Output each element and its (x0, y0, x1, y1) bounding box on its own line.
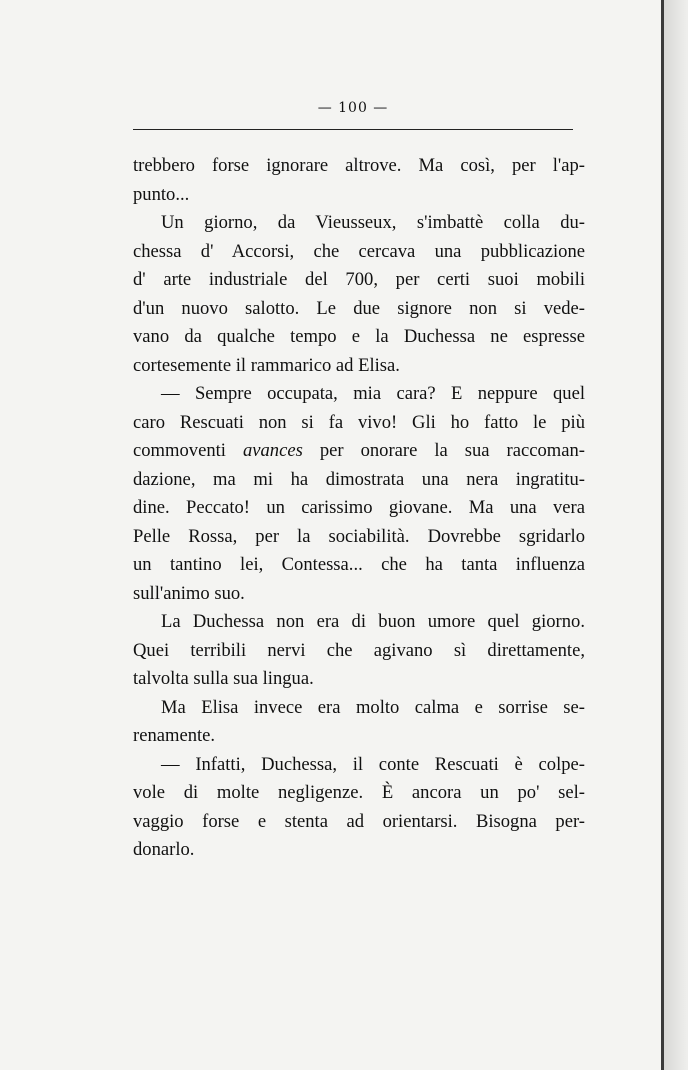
text-line: d' arte industriale del 700, per certi suoi mobili (133, 269, 585, 290)
text-line: dazione, ma mi ha dimostrata una nera ingratitu- (133, 468, 585, 490)
text-line-mixed (133, 437, 585, 466)
text-line: sull'animo suo. (133, 582, 245, 604)
text-line: donarlo. (133, 839, 195, 860)
text-line: chessa d' Accorsi, che cercava una pubblicazione (133, 240, 585, 262)
text-line: vano da qualche tempo e la Duchessa ne espresse (133, 326, 585, 347)
text-fragment: per onorare la sua raccoman- (319, 440, 585, 461)
text-line: punto... (133, 183, 190, 205)
text-line: Un giorno, da Vieusseux, s'imbattè colla du- (161, 212, 585, 233)
italic-word: avances (242, 440, 303, 461)
text-line: La Duchessa non era di buon umore quel giorno. (161, 611, 585, 632)
text-line: vaggio forse e stenta ad orientarsi. Bisogna per- (133, 810, 585, 832)
body-text (133, 152, 585, 865)
text-line: cortesemente il rammarico ad Elisa. (133, 354, 400, 376)
text-line: trebbero forse ignorare altrove. Ma così, per l'ap- (133, 155, 585, 176)
page-edge-shadow (664, 0, 688, 1070)
text-line: dine. Peccato! un carissimo giovane. Ma una vera (133, 497, 585, 518)
text-line: caro Rescuati non si fa vivo! Gli ho fatto le più (133, 411, 585, 433)
text-line: Quei terribili nervi che agivano sì direttamente, (133, 639, 585, 661)
text-line: d'un nuovo salotto. Le due signore non si vede- (133, 297, 585, 319)
text-fragment: commoventi (133, 440, 226, 461)
text-line: Pelle Rossa, per la sociabilità. Dovrebbe sgridarlo (133, 525, 585, 547)
text-line: vole di molte negligenze. È ancora un po' sel- (133, 782, 585, 803)
page-number: — 100 — (317, 100, 389, 116)
text-line: un tantino lei, Contessa... che ha tanta influenza (133, 554, 585, 575)
text-line: renamente. (133, 725, 216, 746)
page-edge (661, 0, 664, 1070)
text-line: Ma Elisa invece era molto calma e sorrise se- (161, 696, 585, 718)
text-line: — Sempre occupata, mia cara? E neppure quel (161, 383, 585, 404)
header-rule (133, 129, 573, 130)
text-line: talvolta sulla sua lingua. (133, 668, 314, 689)
text-line: — Infatti, Duchessa, il conte Rescuati è colpe- (161, 753, 585, 775)
